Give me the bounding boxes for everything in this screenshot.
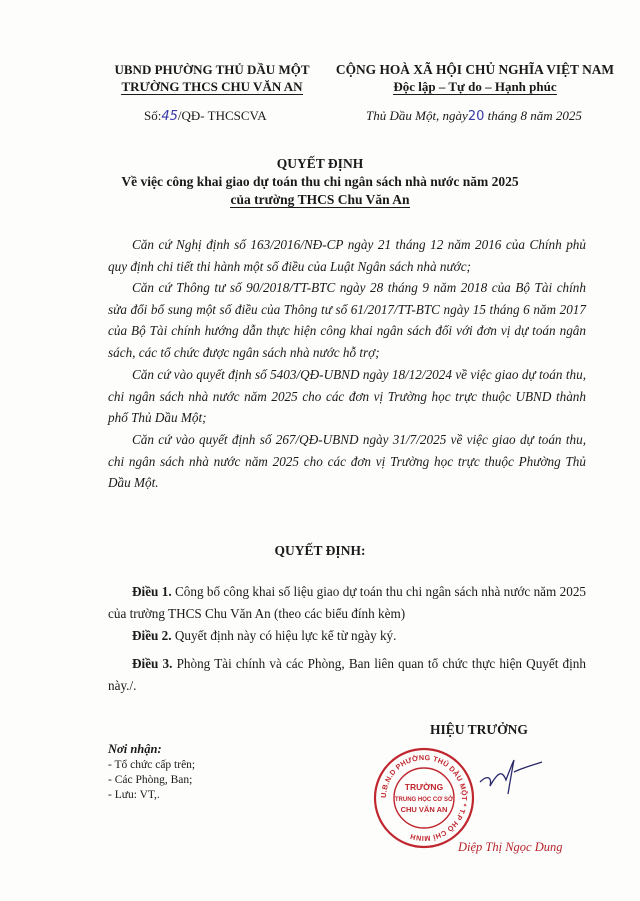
recipient-item: - Các Phòng, Ban;	[108, 774, 193, 786]
date-day-handwritten: 20	[467, 109, 485, 124]
document-subject-line1: Về việc công khai giao dự toán thu chi ngân sách nhà nước năm 2025	[121, 174, 519, 189]
doc-no-prefix: Số:	[144, 108, 162, 123]
document-subject-line2-text: của trường THCS Chu Văn An	[230, 192, 410, 207]
national-title: CỘNG HOÀ XÃ HỘI CHỦ NGHĨA VIỆT NAM	[335, 62, 615, 77]
school-seal-stamp	[372, 746, 476, 850]
stamp-center-line3: CHU VĂN AN	[400, 805, 448, 814]
recipient-item: - Tổ chức cấp trên;	[108, 759, 196, 771]
article-3-label: Điều 3.	[132, 656, 173, 671]
recipients-heading: Nơi nhận:	[108, 742, 162, 756]
issuer-school-text: TRƯỜNG THCS CHU VĂN AN	[121, 79, 303, 94]
recipient-item: - Lưu: VT,.	[108, 789, 160, 801]
national-motto	[330, 79, 620, 95]
article-2	[108, 625, 586, 647]
article-1-label: Điều 1.	[132, 584, 172, 599]
legal-basis-2: Căn cứ Thông tư số 90/2018/TT-BTC ngày 28 tháng 9 năm 2018 của Bộ Tài chính sửa đổi bổ sung một số điều của Thông tư số 61/2017/TT-BTC ngày 15 tháng 6 năm 2017 của Bộ Tài chính hướng dẫn thực hiện công khai ngân sách đối với đơn vị dự toán ngân sách, các tổ chức được ngân sách nhà nước hỗ trợ;	[108, 280, 586, 360]
issuer-authority: UBND PHƯỜNG THỦ DẦU MỘT	[114, 62, 310, 77]
document-number	[144, 108, 267, 124]
legal-basis-4: Căn cứ vào quyết định số 267/QĐ-UBND ngày 31/7/2025 về việc giao dự toán thu, chi ngân sách nhà nước năm 2025 cho các đơn vị Trường học trực thuộc Phường Thủ Dầu Một.	[108, 432, 586, 490]
doc-no-suffix: /QĐ- THCSCVA	[177, 108, 267, 123]
document-date	[366, 108, 582, 124]
document-title: QUYẾT ĐỊNH	[276, 156, 364, 171]
doc-no-handwritten: 45	[161, 109, 178, 124]
date-suffix: tháng 8 năm 2025	[487, 108, 582, 123]
date-prefix: Thủ Dầu Một, ngày	[366, 108, 468, 123]
article-1	[108, 581, 586, 624]
signer-title: HIỆU TRƯỞNG	[430, 722, 528, 737]
article-1-text: Công bố công khai số liệu giao dự toán thu chi ngân sách nhà nước năm 2025 của trường THCS Chu Văn An (theo các biểu đính kèm)	[108, 584, 587, 621]
stamp-center-line1: TRƯỜNG	[404, 782, 444, 792]
decision-heading: QUYẾT ĐỊNH:	[274, 543, 366, 558]
handwritten-signature	[476, 752, 546, 802]
stamp-center-line2: TRUNG HỌC CƠ SỞ	[394, 797, 454, 803]
national-motto-text: Độc lập – Tự do – Hạnh phúc	[393, 79, 557, 94]
article-3	[108, 653, 586, 696]
article-2-text: Quyết định này có hiệu lực kể từ ngày ký.	[171, 628, 397, 643]
legal-basis-1: Căn cứ Nghị định số 163/2016/NĐ-CP ngày 21 tháng 12 năm 2016 của Chính phủ quy định chi tiết thi hành một số điều của Luật Ngân sách nhà nước;	[108, 237, 586, 274]
article-3-text: Phòng Tài chính và các Phòng, Ban liên quan tổ chức thực hiện Quyết định này./.	[108, 656, 586, 693]
issuer-school	[102, 79, 322, 95]
legal-basis-3: Căn cứ vào quyết định số 5403/QĐ-UBND ngày 18/12/2024 về việc giao dự toán thu, chi ngân sách nhà nước năm 2025 cho các đơn vị Trường học trực thuộc UBND thành phố Thủ Dầu Một;	[108, 367, 586, 425]
stamp-ring-text: U.B.N.D PHƯỜNG THỦ DẦU MỘT * T.P HỒ CHÍ MINH	[378, 752, 470, 844]
signer-name: Diệp Thị Ngọc Dung	[458, 840, 563, 854]
document-subject-line2	[0, 192, 640, 208]
article-2-label: Điều 2.	[132, 628, 172, 643]
